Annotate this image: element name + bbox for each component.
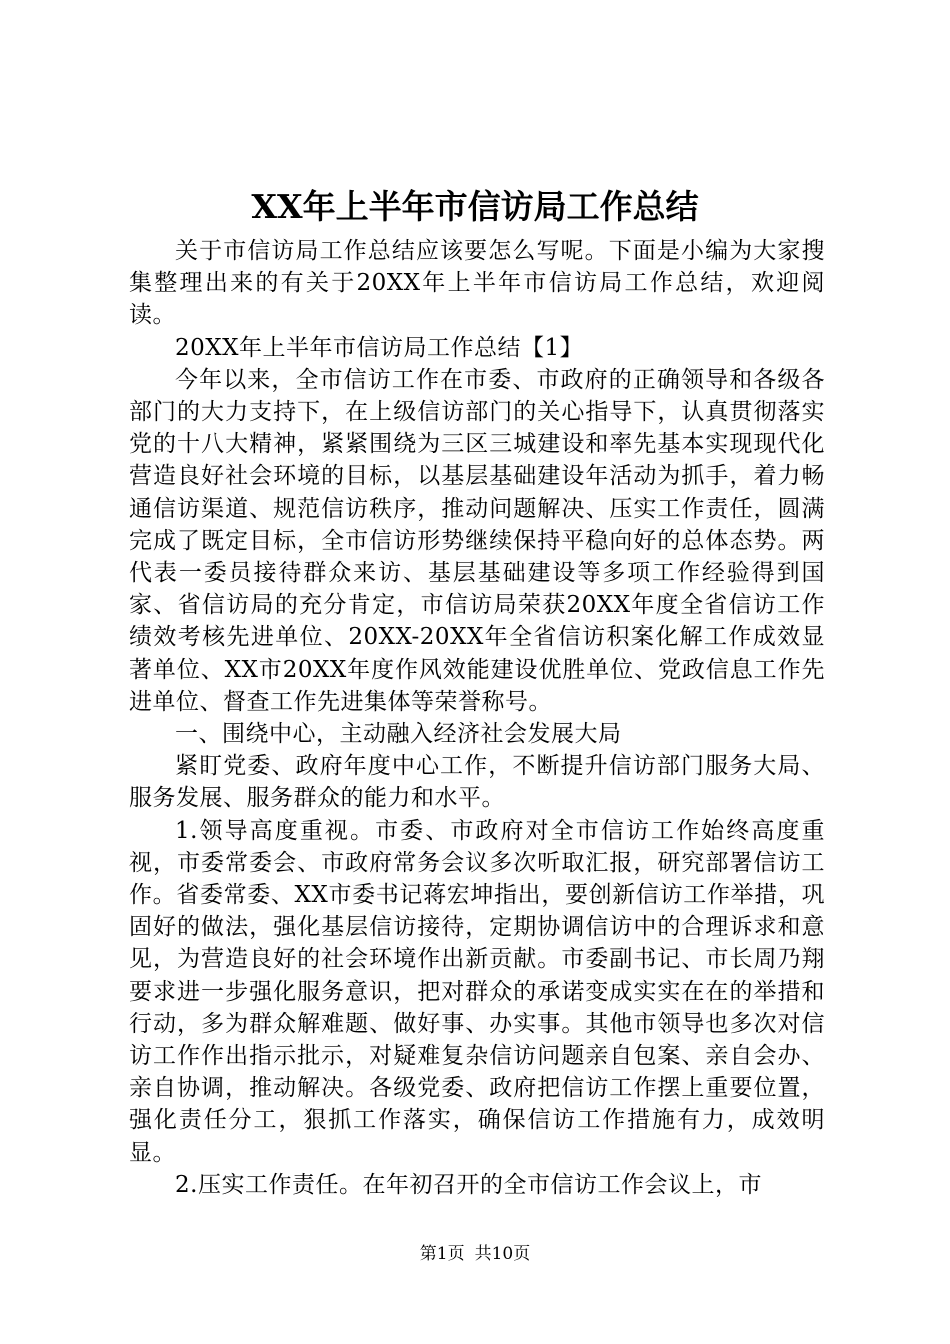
body-paragraph: 今年以来，全市信访工作在市委、市政府的正确领导和各级各部门的大力支持下，在上级信访部门的关心指导下，认真贯彻落实党的十八大精神，紧紧围绕为三区三城建设和率先基本实现现代化营造良好社会环境的目标，以基层基础建设年活动为抓手，着力畅通信访渠道、规范信访秩序，推动问题解决、压实工作责任，圆满完成了既定目标，全市信访形势继续保持平稳向好的总体态势。两代表一委员接待群众来访、基层基础建设等多项工作经验得到国家、省信访局的充分肯定，市信访局荣获20XX年度全省信访工作绩效考核先进单位、20XX-20XX年全省信访积案化解工作成效显著单位、XX市20XX年度作风效能建设优胜单位、党政信息工作先进单位、督查工作先进集体等荣誉称号。 [129, 366, 825, 715]
document-body [129, 235, 825, 1201]
body-paragraph: 1.领导高度重视。市委、市政府对全市信访工作始终高度重视，市委常委会、市政府常务会议多次听取汇报，研究部署信访工作。省委常委、XX市委书记蒋宏坤指出，要创新信访工作举措，巩固好的做法，强化基层信访接待，定期协调信访中的合理诉求和意见，为营造良好的社会环境作出新贡献。市委副书记、市长周乃翔要求进一步强化服务意识，把对群众的承诺变成实实在在的举措和行动，多为群众解难题、做好事、办实事。其他市领导也多次对信访工作作出指示批示，对疑难复杂信访问题亲自包案、亲自会办、亲自协调，推动解决。各级党委、政府把信访工作摆上重要位置，强化责任分工，狠抓工作落实，确保信访工作措施有力，成效明显。 [129, 817, 825, 1166]
document-title: XX年上半年市信访局工作总结 [251, 187, 699, 226]
page-footer [0, 1242, 950, 1266]
page-total: 共10页 [474, 1244, 531, 1264]
subsection-heading: 一、围绕中心，主动融入经济社会发展大局 [175, 721, 622, 748]
intro-paragraph: 关于市信访局工作总结应该要怎么写呢。下面是小编为大家搜集整理出来的有关于20XX年上半年市信访局工作总结，欢迎阅读。 [129, 238, 825, 329]
section-heading: 20XX年上半年市信访局工作总结【1】 [175, 334, 584, 361]
body-paragraph: 2.压实工作责任。在年初召开的全市信访工作会议上，市 [175, 1171, 762, 1198]
page-number: 第1页 [419, 1244, 465, 1264]
body-paragraph: 紧盯党委、政府年度中心工作，不断提升信访部门服务大局、服务发展、服务群众的能力和水平。 [129, 753, 825, 812]
